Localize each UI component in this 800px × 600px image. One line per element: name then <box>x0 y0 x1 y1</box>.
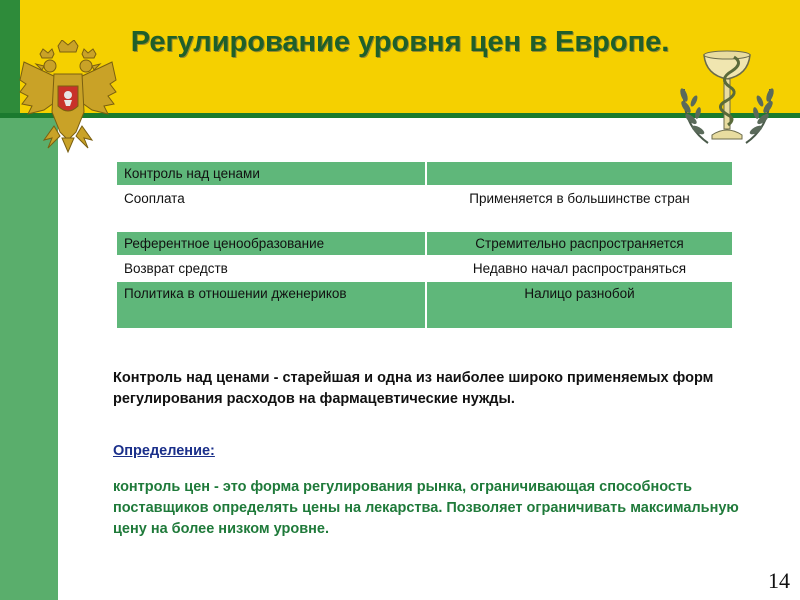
table-row <box>117 257 734 282</box>
table-cell-label: Сооплата <box>117 187 427 212</box>
left-green-bar <box>0 118 58 600</box>
table-cell-value: Налицо разнобой <box>427 282 734 330</box>
table-row <box>117 232 734 257</box>
table-row <box>117 162 734 187</box>
definition-label: Определение: <box>113 443 215 459</box>
intro-paragraph: Контроль над ценами - старейшая и одна из наиболее широко применяемых форм регулирования расходов на фармацевтические нужды. <box>113 370 714 407</box>
spacer-cell <box>427 212 734 232</box>
russian-coat-of-arms-icon <box>18 40 118 155</box>
table-cell-value <box>427 162 734 187</box>
table-row <box>117 187 734 212</box>
table-cell-label: Политика в отношении дженериков <box>117 282 427 330</box>
table-cell-value: Применяется в большинстве стран <box>427 187 734 212</box>
header-left-accent <box>0 0 20 115</box>
table-cell-label: Контроль над ценами <box>117 162 427 187</box>
table-row <box>117 282 734 330</box>
price-regulation-table <box>117 162 734 330</box>
page-number: 14 <box>768 568 790 593</box>
table-cell-value: Недавно начал распространяться <box>427 257 734 282</box>
slide-title: Регулирование уровня цен в Европе. <box>130 26 670 58</box>
table-cell-label: Возврат средств <box>117 257 427 282</box>
table-cell-label: Референтное ценообразование <box>117 232 427 257</box>
table-cell-value: Стремительно распространяется <box>427 232 734 257</box>
definition-text: контроль цен - это форма регулирования рынка, ограничивающая способность поставщиков определять цены на лекарства. Позволяет ограничивать максимальную цену на более низком уровне. <box>113 479 739 537</box>
left-bar-edge <box>58 118 62 600</box>
bowl-of-hygieia-laurel-icon <box>672 45 782 155</box>
spacer-cell <box>117 212 427 232</box>
table-row-spacer <box>117 212 734 232</box>
